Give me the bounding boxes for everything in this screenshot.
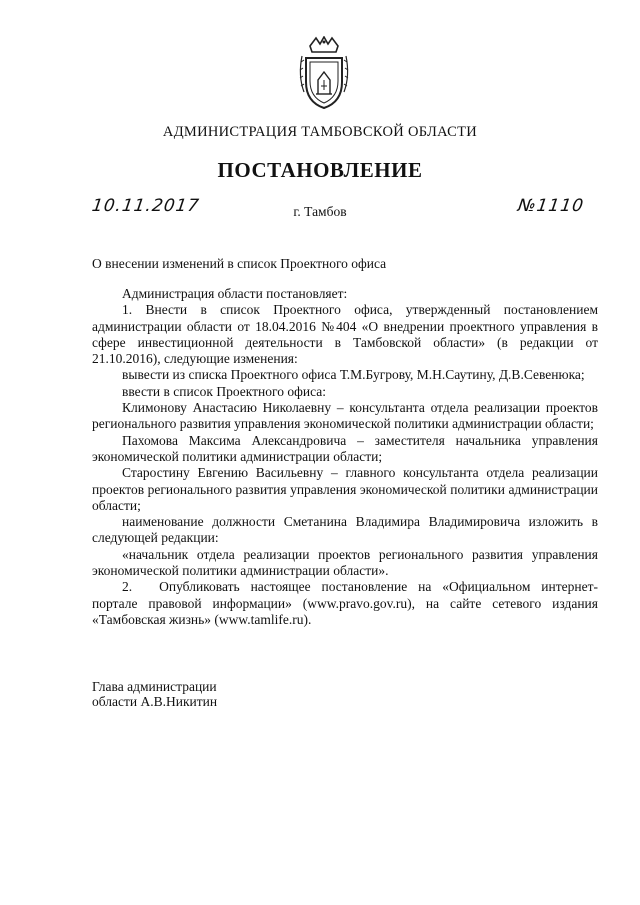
organization-name: АДМИНИСТРАЦИЯ ТАМБОВСКОЙ ОБЛАСТИ xyxy=(162,124,478,140)
handwritten-number: №1110 xyxy=(516,196,586,216)
body-paragraph-5: Пахомова Максима Александровича – заместителя начальника управления экономической политики администрации области; xyxy=(92,432,598,464)
body-intro: Администрация области постановляет: xyxy=(122,286,348,301)
signature-title: Глава администрации xyxy=(92,679,217,694)
body-paragraph-9: 2. Опубликовать настоящее постановление на «Официальном интернет-портале правовой информации» (www.pravo.gov.ru), на сайте сетевого издания «Тамбовская жизнь» (www.tamlife.ru). xyxy=(92,579,598,627)
document-body xyxy=(92,286,598,628)
signature-name: области А.В.Никитин xyxy=(92,694,218,709)
city-label: г. Тамбов xyxy=(293,204,347,219)
body-paragraph-6: Старостину Евгению Васильевну – главного консультанта отдела реализации проектов регионального развития управления экономической политики администрации области; xyxy=(92,465,598,513)
body-paragraph-7: наименование должности Сметанина Владимира Владимировича изложить в следующей редакции: xyxy=(92,514,598,546)
body-paragraph-1: 1. Внести в список Проектного офиса, утвержденный постановлением администрации области от 18.04.2016 №404 «О внедрении проектного управления в сфере инвестиционной деятельности в Тамбовской области» (в редакции от 21.10.2016), следующие изменения: xyxy=(92,302,598,367)
body-paragraph-8: «начальник отдела реализации проектов регионального развития управления экономической политики администрации области». xyxy=(92,546,598,579)
body-paragraph-3: ввести в список Проектного офиса: xyxy=(122,383,326,399)
document-subject: О внесении изменений в список Проектного офиса xyxy=(92,256,387,271)
body-paragraph-4: Климонову Анастасию Николаевну – консультанта отдела реализации проектов регионального развития управления экономической политики администрации области; xyxy=(92,400,598,432)
body-paragraph-2: вывести из списка Проектного офиса Т.М.Бугрову, М.Н.Саутину, Д.В.Севенюка; xyxy=(122,367,585,383)
handwritten-date: 10.11.2017 xyxy=(90,196,201,216)
document-title: ПОСТАНОВЛЕНИЕ xyxy=(217,158,423,182)
coat-of-arms-icon xyxy=(296,36,352,110)
signature-block xyxy=(92,679,217,709)
